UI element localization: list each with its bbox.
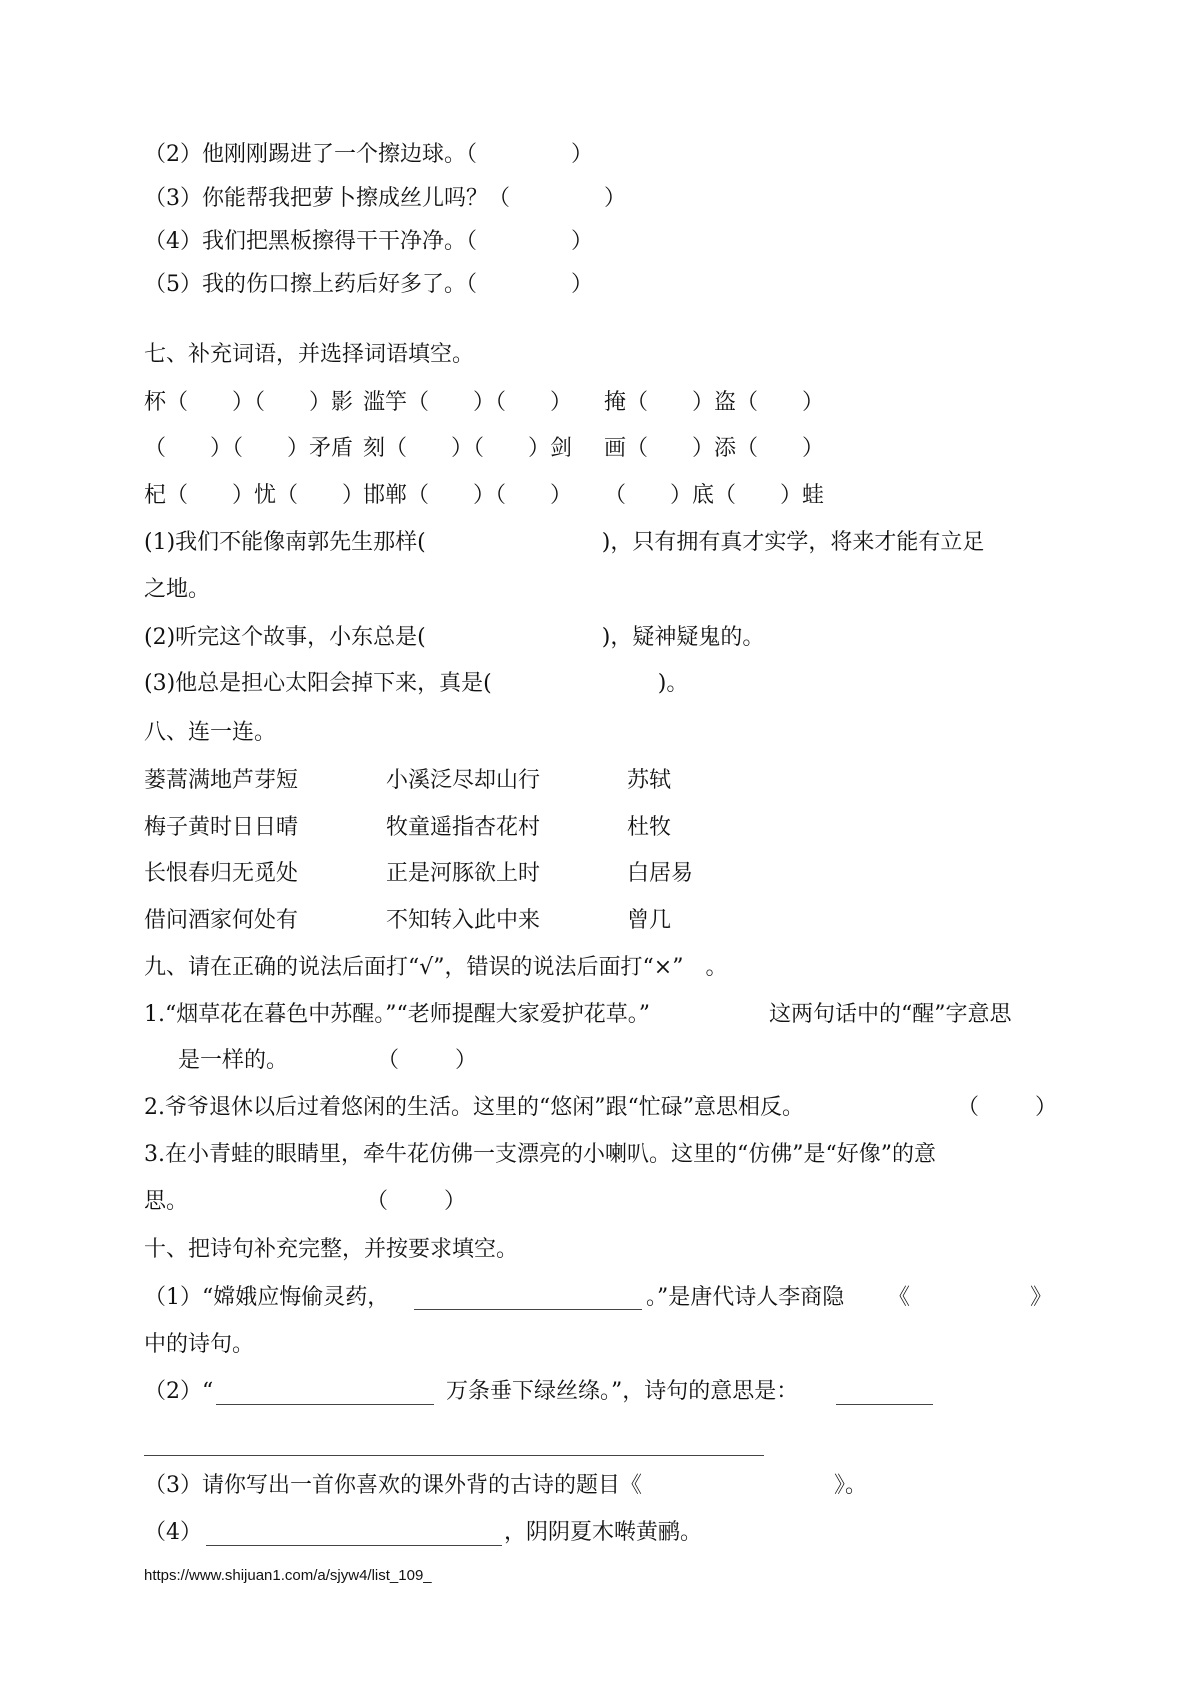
s7-title: 七、补充词语，并选择词语填空。: [144, 342, 475, 367]
s8-col3-3: 白居易: [627, 861, 694, 886]
s7-idiom-2-2: 刻（ ）（ ）剑: [363, 436, 573, 461]
s7-q1-cont: 之地。: [144, 577, 211, 602]
s9-q3-a: 3.在小青蛙的眼睛里，牵牛花仿佛一支漂亮的小喇叭。这里的“仿佛”是“好像”的意: [144, 1142, 936, 1167]
s10-q2-a: （2）“: [144, 1379, 214, 1404]
s8-col1-2: 梅子黄时日日晴: [144, 815, 299, 840]
s10-q3-a: （3）请你写出一首你喜欢的课外背的古诗的题目《: [144, 1473, 642, 1498]
s10-q2-b: 万条垂下绿丝绦。”，诗句的意思是：: [446, 1379, 799, 1404]
s10-q1-close: 》: [1030, 1285, 1053, 1310]
s8-col1-3: 长恨春归无觅处: [144, 861, 299, 886]
s10-q1-a: （1）“嫦娥应悔偷灵药，: [144, 1285, 390, 1310]
s6-item-4: （4）我们把黑板擦得干干净净。（ ）: [144, 229, 594, 254]
s9-q3-paren-open: （: [366, 1189, 389, 1214]
s8-col1-1: 蒌蒿满地芦芽短: [144, 768, 299, 793]
s10-q4-blank[interactable]: [206, 1545, 502, 1546]
s9-q1-paren-close: ）: [455, 1048, 478, 1073]
s7-q3: (3)他总是担心太阳会掉下来，真是( )。: [144, 671, 689, 696]
s9-q2: 2.爷爷退休以后过着悠闲的生活。这里的“悠闲”跟“忙碌”意思相反。: [144, 1095, 804, 1120]
s10-q2-meaning-blank-2[interactable]: [144, 1455, 764, 1456]
s7-idiom-3-3: （ ）底（ ）蛙: [604, 483, 825, 508]
s10-title: 十、把诗句补充完整，并按要求填空。: [144, 1237, 519, 1262]
s8-col3-4: 曾几: [627, 908, 672, 933]
s9-q3-b: 思。: [144, 1189, 189, 1214]
s10-q1-open: 《: [888, 1285, 911, 1310]
s7-idiom-1-2: 滥竽（ ）（ ）: [363, 390, 573, 415]
s7-idiom-2-3: 画（ ）添（ ）: [604, 436, 825, 461]
s6-item-3: （3）你能帮我把萝卜擦成丝儿吗？（ ）: [144, 186, 627, 211]
s10-q4-a: （4）: [144, 1520, 202, 1545]
s7-idiom-3-1: 杞（ ）忧（ ）: [144, 483, 365, 508]
s9-q1-c: 是一样的。: [178, 1048, 289, 1073]
s6-item-2: （2）他刚刚踢进了一个擦边球。（ ）: [144, 142, 594, 167]
s10-q2-blank[interactable]: [216, 1404, 434, 1405]
s9-title: 九、请在正确的说法后面打“√”，错误的说法后面打“×” 。: [144, 955, 728, 980]
s8-title: 八、连一连。: [144, 720, 277, 745]
s9-q3-paren-close: ）: [444, 1189, 467, 1214]
s8-col2-4: 不知转入此中来: [386, 908, 541, 933]
s6-item-5: （5）我的伤口擦上药后好多了。（ ）: [144, 272, 594, 297]
s7-idiom-1-3: 掩（ ）盗（ ）: [604, 390, 825, 415]
s9-q2-paren-open: （: [957, 1095, 980, 1120]
s8-col3-1: 苏轼: [627, 768, 672, 793]
s9-q1-a: 1.“烟草花在暮色中苏醒。”“老师提醒大家爱护花草。”: [144, 1002, 650, 1027]
s10-q1-b: 。”是唐代诗人李商隐: [646, 1285, 845, 1310]
s7-idiom-2-1: （ ）（ ）矛盾: [144, 436, 354, 461]
s7-q1: (1)我们不能像南郭先生那样( )，只有拥有真才实学，将来才能有立足: [144, 530, 985, 555]
s8-col3-2: 杜牧: [627, 815, 672, 840]
s7-idiom-3-2: 邯郸（ ）（ ）: [363, 483, 573, 508]
s7-q2: (2)听完这个故事，小东总是( )，疑神疑鬼的。: [144, 625, 765, 650]
s9-q2-paren-close: ）: [1035, 1095, 1058, 1120]
s9-q1-b: 这两句话中的“醒”字意思: [769, 1002, 1012, 1027]
s7-idiom-1-1: 杯（ ）（ ）影: [144, 390, 354, 415]
s8-col2-3: 正是河豚欲上时: [386, 861, 541, 886]
s8-col1-4: 借问酒家何处有: [144, 908, 299, 933]
s10-q2-meaning-blank[interactable]: [836, 1404, 933, 1405]
s8-col2-1: 小溪泛尽却山行: [386, 768, 541, 793]
s10-q1-c: 中的诗句。: [144, 1332, 255, 1357]
s9-q1-paren-open: （: [377, 1048, 400, 1073]
s10-q4-b: ，阴阴夏木啭黄鹂。: [504, 1520, 703, 1545]
s8-col2-2: 牧童遥指杏花村: [386, 815, 541, 840]
s10-q1-blank[interactable]: [414, 1309, 642, 1310]
footer-url[interactable]: https://www.shijuan1.com/a/sjyw4/list_109_: [144, 1567, 432, 1584]
s10-q3-b: 》。: [834, 1473, 868, 1498]
